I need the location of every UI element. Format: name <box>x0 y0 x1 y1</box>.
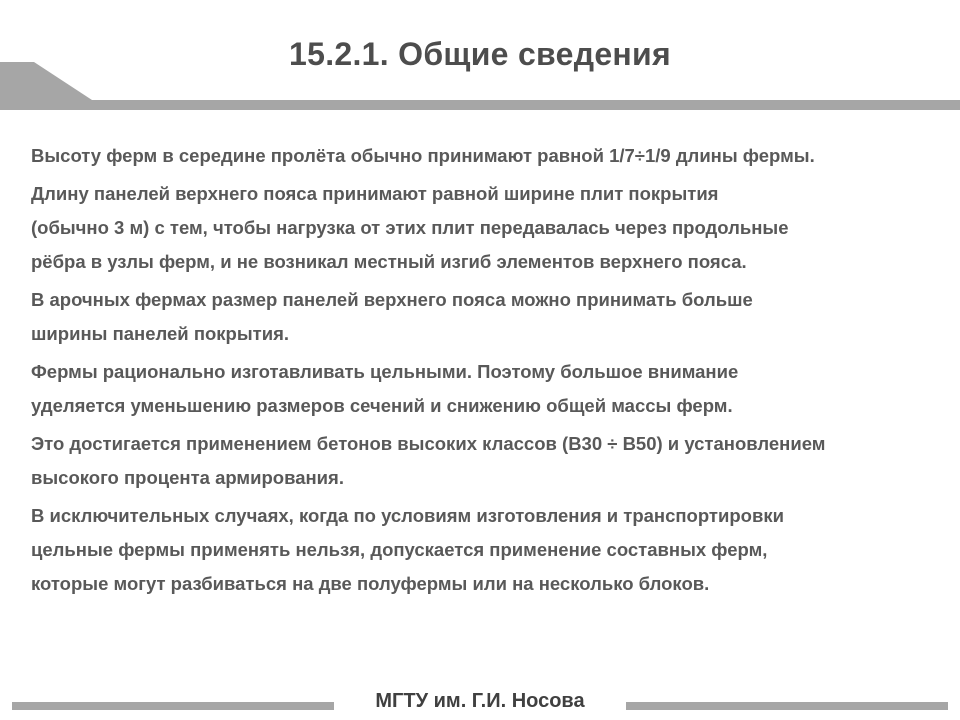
header-bar <box>0 100 960 110</box>
text-line: (обычно 3 м) с тем, чтобы нагрузка от этих плит передавалась через продольные <box>31 217 789 238</box>
text-line: рёбра в узлы ферм, и не возникал местный изгиб элементов верхнего пояса. <box>31 251 747 272</box>
text-line: цельные фермы применять нельзя, допускается применение составных ферм, <box>31 539 768 560</box>
text-line: Фермы рационально изготавливать цельными. Поэтому большое внимание <box>31 361 739 382</box>
slide-title: 15.2.1. Общие сведения <box>289 36 671 72</box>
body-text <box>31 139 941 605</box>
paragraph-5 <box>31 427 941 495</box>
paragraph-6 <box>31 499 941 601</box>
text-line: В арочных фермах размер панелей верхнего пояса можно принимать больше <box>31 289 753 310</box>
text-line: уделяется уменьшению размеров сечений и снижению общей массы ферм. <box>31 395 733 416</box>
text-line: ширины панелей покрытия. <box>31 323 290 344</box>
text-line: Это достигается применением бетонов высоких классов (В30 ÷ В50) и установлением <box>31 433 826 454</box>
text-line: Длину панелей верхнего пояса принимают равной ширине плит покрытия <box>31 183 719 204</box>
paragraph-4 <box>31 355 941 423</box>
text-line: высокого процента армирования. <box>31 467 344 488</box>
paragraph-2 <box>31 177 941 279</box>
paragraph-3 <box>31 283 941 351</box>
text-line: Высоту ферм в середине пролёта обычно принимают равной 1/7÷1/9 длины фермы. <box>31 145 815 166</box>
paragraph-1 <box>31 139 941 173</box>
footer-bar-right <box>626 702 948 710</box>
text-line: которые могут разбиваться на две полуфермы или на несколько блоков. <box>31 573 710 594</box>
text-line: В исключительных случаях, когда по условиям изготовления и транспортировки <box>31 505 784 526</box>
footer-institution: МГТУ им. Г.И. Носова <box>375 690 585 712</box>
